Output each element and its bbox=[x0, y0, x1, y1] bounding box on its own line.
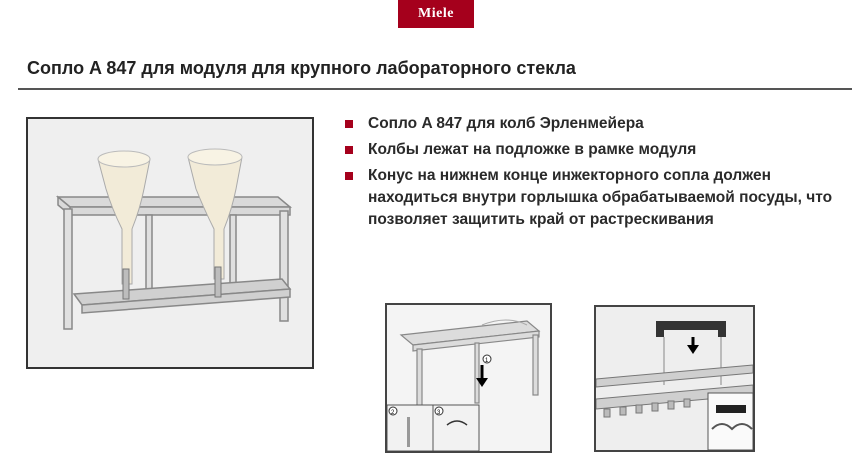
callout-label: 1 bbox=[485, 358, 489, 364]
bullet-text: Конус на нижнем конце инжекторного сопла должен находиться внутри горлышка обрабатываемой посуды, что позволяет защитить край от растрескивания bbox=[368, 167, 833, 228]
bullet-item bbox=[343, 139, 843, 161]
bullet-square-icon bbox=[345, 146, 353, 154]
bullet-square-icon bbox=[345, 172, 353, 180]
bullet-item bbox=[343, 113, 843, 135]
bullet-item bbox=[343, 165, 843, 231]
bracket-mounting-drawing bbox=[596, 307, 753, 450]
inset-label: 2 bbox=[391, 410, 395, 416]
module-with-flasks-illustration bbox=[26, 117, 314, 369]
miele-logo: Miele bbox=[398, 0, 474, 28]
slide-title: Сопло A 847 для модуля для крупного лабораторного стекла bbox=[27, 58, 576, 78]
title-divider bbox=[18, 88, 852, 90]
frame-assembly-illustration bbox=[385, 303, 552, 453]
bullet-text: Сопло A 847 для колб Эрленмейера bbox=[368, 115, 644, 132]
bullet-text: Колбы лежат на подложке в рамке модуля bbox=[368, 141, 697, 158]
module-drawing bbox=[28, 119, 312, 367]
bullet-square-icon bbox=[345, 120, 353, 128]
bullet-list bbox=[343, 113, 843, 235]
inset-label: 3 bbox=[437, 410, 441, 416]
bracket-mounting-illustration bbox=[594, 305, 755, 452]
frame-assembly-drawing bbox=[387, 305, 550, 451]
